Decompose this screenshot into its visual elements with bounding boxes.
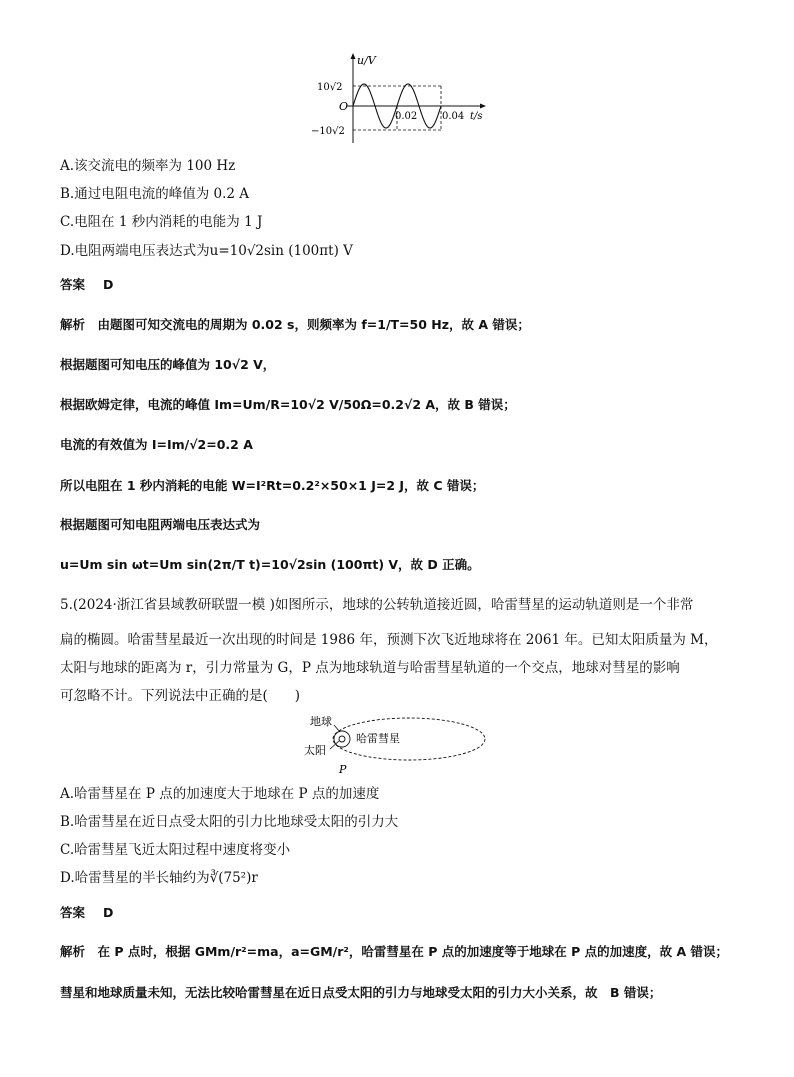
peak-neg-label: −10√2 — [311, 126, 345, 137]
q4-answer-value: D — [103, 277, 114, 292]
q5-stem-4: 可忽略不计。下列说法中正确的是( ) — [60, 688, 301, 704]
tick-label-1: 0.02 — [395, 111, 418, 122]
q4-analysis-6: 根据题图可知电阻两端电压表达式为 — [60, 517, 261, 532]
q4-option-b: B.通过电阻电流的峰值为 0.2 A — [60, 186, 250, 202]
t-axis-label: t/s — [470, 111, 483, 122]
q4-analysis-4: 电流的有效值为 I=Im/√2=0.2 A — [60, 437, 253, 452]
q5-option-c: C.哈雷彗星飞近太阳过程中速度将变小 — [60, 842, 291, 858]
sun-label: 太阳 — [304, 744, 326, 757]
earth-orbit — [334, 731, 350, 747]
q4-analysis-7: u=Um sin ωt=Um sin(2π/T t)=10√2sin (100πt) V，故 D 正确。 — [60, 557, 480, 572]
q4-option-a: A.该交流电的频率为 100 Hz — [60, 158, 236, 174]
comet-label: 哈雷彗星 — [356, 732, 400, 745]
q5-answer-label: 答案 — [60, 905, 86, 920]
q4-answer — [60, 276, 113, 294]
q5-answer-value: D — [103, 905, 114, 920]
q4-analysis-1: 解析 由题图可知交流电的周期为 0.02 s，则频率为 f=1/T=50 Hz，故 A 错误； — [60, 317, 530, 332]
q5-option-d: D.哈雷彗星的半长轴约为∛(75²)r — [60, 870, 258, 886]
earth-label: 地球 — [310, 715, 332, 728]
q5-answer — [60, 904, 113, 922]
q4-option-d: D.电阻两端电压表达式为u=10√2sin (100πt) V — [60, 243, 353, 259]
q5-stem-2: 扁的椭圆。哈雷彗星最近一次出现的时间是 1986 年，预测下次飞近地球将在 2061 年。已知太阳质量为 M， — [60, 632, 718, 648]
origin-label: O — [339, 100, 349, 113]
q4-analysis-3: 根据欧姆定律，电流的峰值 Im=Um/R=10√2 V/50Ω=0.2√2 A，故 B 错误； — [60, 397, 516, 412]
q5-analysis-2: 彗星和地球质量未知，无法比较哈雷彗星在近日点受太阳的引力与地球受太阳的引力大小关系，故 B 错误； — [60, 985, 662, 1000]
u-axis-arrow — [351, 53, 356, 59]
orbit-diagram — [300, 712, 500, 778]
earth-pointer — [334, 725, 340, 732]
sun-icon — [339, 736, 345, 742]
q5-stem-3: 太阳与地球的距离为 r，引力常量为 G，P 点为地球轨道与哈雷彗星轨道的一个交点，地球对彗星的影响 — [60, 660, 680, 676]
q4-answer-label: 答案 — [60, 277, 86, 292]
t-axis-arrow — [480, 104, 486, 109]
peak-pos-label: 10√2 — [317, 82, 343, 93]
tick-label-2: 0.04 — [442, 111, 465, 122]
voltage-time-graph — [305, 48, 505, 148]
q5-stem-1: 5.(2024·浙江省县域教研联盟一模 )如图所示，地球的公转轨道接近圆，哈雷彗星的运动轨道则是一个非常 — [60, 597, 694, 613]
q5-option-a: A.哈雷彗星在 P 点的加速度大于地球在 P 点的加速度 — [60, 786, 380, 802]
q5-analysis-1: 解析 在 P 点时，根据 GMm/r²=ma，a=GM/r²，哈雷彗星在 P 点的加速度等于地球在 P 点的加速度，故 A 错误； — [60, 944, 729, 959]
q5-option-b: B.哈雷彗星在近日点受太阳的引力比地球受太阳的引力大 — [60, 814, 399, 830]
q4-analysis-5: 所以电阻在 1 秒内消耗的电能 W=I²Rt=0.2²×50×1 J=2 J，故 C 错误； — [60, 478, 485, 493]
q4-option-c: C.电阻在 1 秒内消耗的电能为 1 J — [60, 214, 263, 230]
q4-analysis-2: 根据题图可知电压的峰值为 10√2 V， — [60, 357, 276, 372]
point-p-label: P — [339, 763, 347, 776]
u-axis-label: u/V — [357, 54, 376, 67]
